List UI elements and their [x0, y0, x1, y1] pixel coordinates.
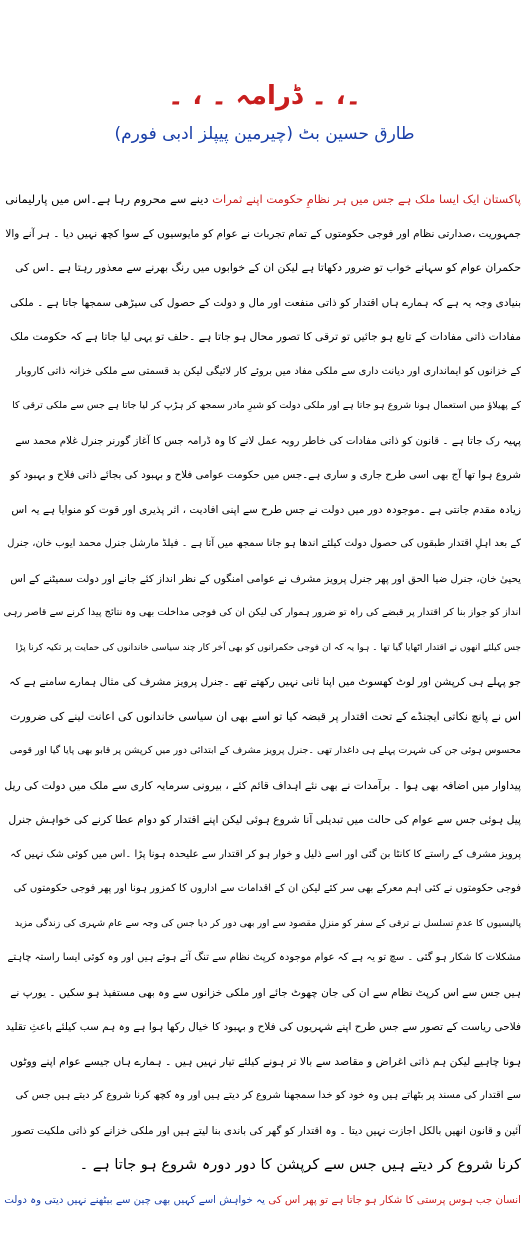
article-line: ہیں جس سے اس کرپٹ نظام سے ان کی جان چھوٹ جائے اور ملکی خزانوں سے وہ بھی مستفیذ ہو سکیں ۔ یورپ نے: [10, 986, 521, 999]
article-byline: طارق حسین بٹ (چیرمین پیپلز ادبی فورم): [114, 124, 415, 144]
article-line: سے اقتدار کی مسند پر بٹھاتے ہیں وہ خود کو خدا سمجھنا شروع کر دیتے ہیں اور وہ کچھ کرنا شروع کر دیتے ہیں جس کی: [15, 1090, 521, 1101]
article-title: ۔، ۔ ڈرامہ ۔ ، ۔: [168, 81, 361, 111]
article-line: جو پہلے ہی کرپشن اور لوٹ کھسوٹ میں اپنا ثانی نہیں رکھتے تھے ۔جنرل پرویز مشرف کی مثال ہمارے سامنے ہے کہ: [9, 676, 521, 688]
article-line: کے خزانوں کو ایمانداری اور دیانت داری سے ملکی مفاد میں بروئے کار لائیگی لیکن بد قسمتی سے ملکی خزانہ ذاتی کاروبار: [16, 365, 521, 377]
article-body: [4, 182, 521, 1217]
article-line: [4, 182, 521, 217]
article-line: بنیادی وجہ یہ ہے کہ ہمارے ہاں اقتدار کو ذاتی منفعت اور مال و دولت کے حصول کی سیڑھی سمجھا جاتا ہے ۔ ملکی: [10, 296, 521, 309]
article-line: پیداوار میں اضافہ بھی ہوا ۔ برآمدات نے بھی نئے اہداف قائم کئے ، بیرونی سرمایہ کاری سے ملک میں دولت کی ریل: [4, 778, 521, 792]
article-line: کے بعد اہلِ اقتدار طبقوں کی حصول دولت کیلئے اندھا ہو جانا سمجھ میں آتا ہے ۔ فیلڈ مارشل جنرل محمد ایوب خان، جنرل: [7, 538, 521, 549]
article-line: جمہوریت ،صدارتی نظام اور فوجی حکومتوں کے تمام تجربات نے عوام کو مایوسیوں کے سوا کچھ نہیں دیا ۔ ہر آنے والا: [5, 227, 521, 240]
article-line: ہونا چاہیے لیکن ہم ذاتی اغراض و مقاصد سے بالا تر ہونے کیلئے تیار نہیں ہیں ۔ ہمارے ہاں جیسے عوام اپنے ووٹوں: [10, 1054, 521, 1068]
article-line: مشکلات کا شکار ہو گئی ۔ سچ تو یہ ہے کہ عوام موجودہ کرپٹ نظام سے تنگ آئے ہوئے ہیں اور وہ کوئی ایسا راستہ چاہتے: [7, 952, 521, 963]
article-line: جس کیلئے انھوں نے اقتدار اٹھایا گیا تھا ۔ ہوا یہ کہ ان فوجی حکمرانوں کو بھی آخر کار چند سیاسی خاندانوں کی حمایت پر تکیہ کرنا پڑا: [15, 642, 521, 653]
article-line: فلاحی ریاست کے تصور سے جس طرح اپنے شہریوں کی فلاح و بہبود کا خیال رکھا ہوا ہے وہ ہم سب کیلئے باعثِ تقلید: [5, 1021, 521, 1033]
article-line: محسوس ہوئی جن کی شہرت پہلے ہی داغدار تھی ۔جنرل پرویز مشرف کے ابتدائی دور میں کرپشن پر قابو بھی پایا گیا اور قومی: [9, 745, 521, 756]
article-line: فوجی حکومتوں نے کئی اہم معرکے بھی سر کئے لیکن ان کے اقدامات سے اداروں کا کمزور ہونا اور پھر فوجی حکومتوں کی: [13, 883, 521, 894]
article-line: پہیہ رک جاتا ہے ۔ قانون کو ذاتی مفادات کی خاطر روبہ عمل لانے کا وہ ڈرامہ جس کا آغاز گورنر جنرل غلام محمد سے: [15, 434, 521, 447]
line-text: دینے سے محروم رہا ہے۔اس میں پارلیمانی: [5, 192, 213, 206]
article-line: پرویز مشرف کے راستے کا کانٹا بن گئی اور اسے ذلیل و خوار ہو کر اقتدار سے علیحدہ ہونا پڑا ۔اس میں کوئی شک نہیں کہ: [10, 848, 521, 860]
article-line: پیل ہوئی جس سے عوام کی حالت میں تبدیلی آنا شروع ہوئی لیکن اپنے اقتدار کو دوام عطا کرنے کی خواہش جنرل: [8, 813, 521, 826]
article-line: کے پھیلاؤ میں استعمال ہونا شروع ہو جاتا ہے اور ملکی دولت کو شیرِ مادر سمجھ کر ہڑپ کر لیا جاتا ہے جس سے ملکی ترقی کا: [12, 400, 521, 411]
article-line: زیادہ مقدم جانتی ہے ۔موجودہ دور میں دولت نے جس طرح سے اپنی افادیت ، اثر پذیری اور قوت کو منوایا ہے یہ اس: [11, 503, 521, 516]
article-line: اس نے پانچ نکاتی ایجنڈے کے تحت اقتدار پر قبضہ کیا تو اسے بھی ان سیاسی خاندانوں کی اعانت لینے کی ضرورت: [10, 709, 521, 723]
highlighted-phrase: انسان جب ہوس پرستی کا شکار ہو جاتا ہے تو پھر اس کی: [268, 1193, 521, 1206]
highlighted-phrase: پاکستان ایک ایسا ملک ہے جس میں ہر نظامِ حکومت اپنے ثمرات: [212, 192, 521, 206]
highlighted-phrase: یہ خواہش اسے کہیں بھی چین سے بیٹھنے نہیں دیتی وہ دولت: [4, 1193, 269, 1206]
article-line: یحییٰ خان، جنرل ضیا الحق اور پھر جنرل پرویز مشرف نے عوامی امنگوں کے نظر انداز کئے جانے اور دولت سمیٹنے کے اس: [10, 572, 521, 585]
article-line: آئین و قانون انھیں بالکل اجازت نہیں دیتا ۔ وہ اقتدار کو گھر کی باندی بنا لیتے ہیں اور ملکی خزانے کو ذاتی ملکیت تصور: [11, 1124, 521, 1137]
article-line: حکمران عوام کو سہانے خواب تو ضرور دکھاتا ہے لیکن ان کے خوابوں میں رنگ بھرنے سے معذور رہتا ہے ۔اس کی: [15, 261, 521, 274]
article-line: [4, 1183, 521, 1218]
article-line: کرنا شروع کر دیتے ہیں جس سے کرپشن کا دور دورہ شروع ہو جاتا ہے ۔: [79, 1157, 521, 1173]
article-line: انداز کو جواز بنا کر اقتدار پر قبضے کی راہ تو ضرور ہموار کی لیکن ان کی فوجی مداخلت بھی وہ نتائج پیدا کرنے سے قاصر رہی: [4, 607, 521, 618]
article-line: پالیسیوں کا عدمِ تسلسل نے ترقی کے سفر کو منزلِ مقصود سے اور بھی دور کر دیا جس کی وجہ سے عام شہری کی زندگی مزید: [14, 917, 521, 929]
article-line: شروع ہوا تھا آج بھی اسی طرح جاری و ساری ہے۔جس میں حکومت عوامی فلاح و بہبود کی بجائے ذاتی فلاح و بہبود کو: [10, 469, 521, 481]
article-line: مفادات ذاتی مفادات کے تابع ہو جائیں تو ترقی کا تصور محال ہو جاتا ہے ۔حلف تو یہی لیا جاتا ہے کہ حکومت ملک: [10, 330, 521, 343]
